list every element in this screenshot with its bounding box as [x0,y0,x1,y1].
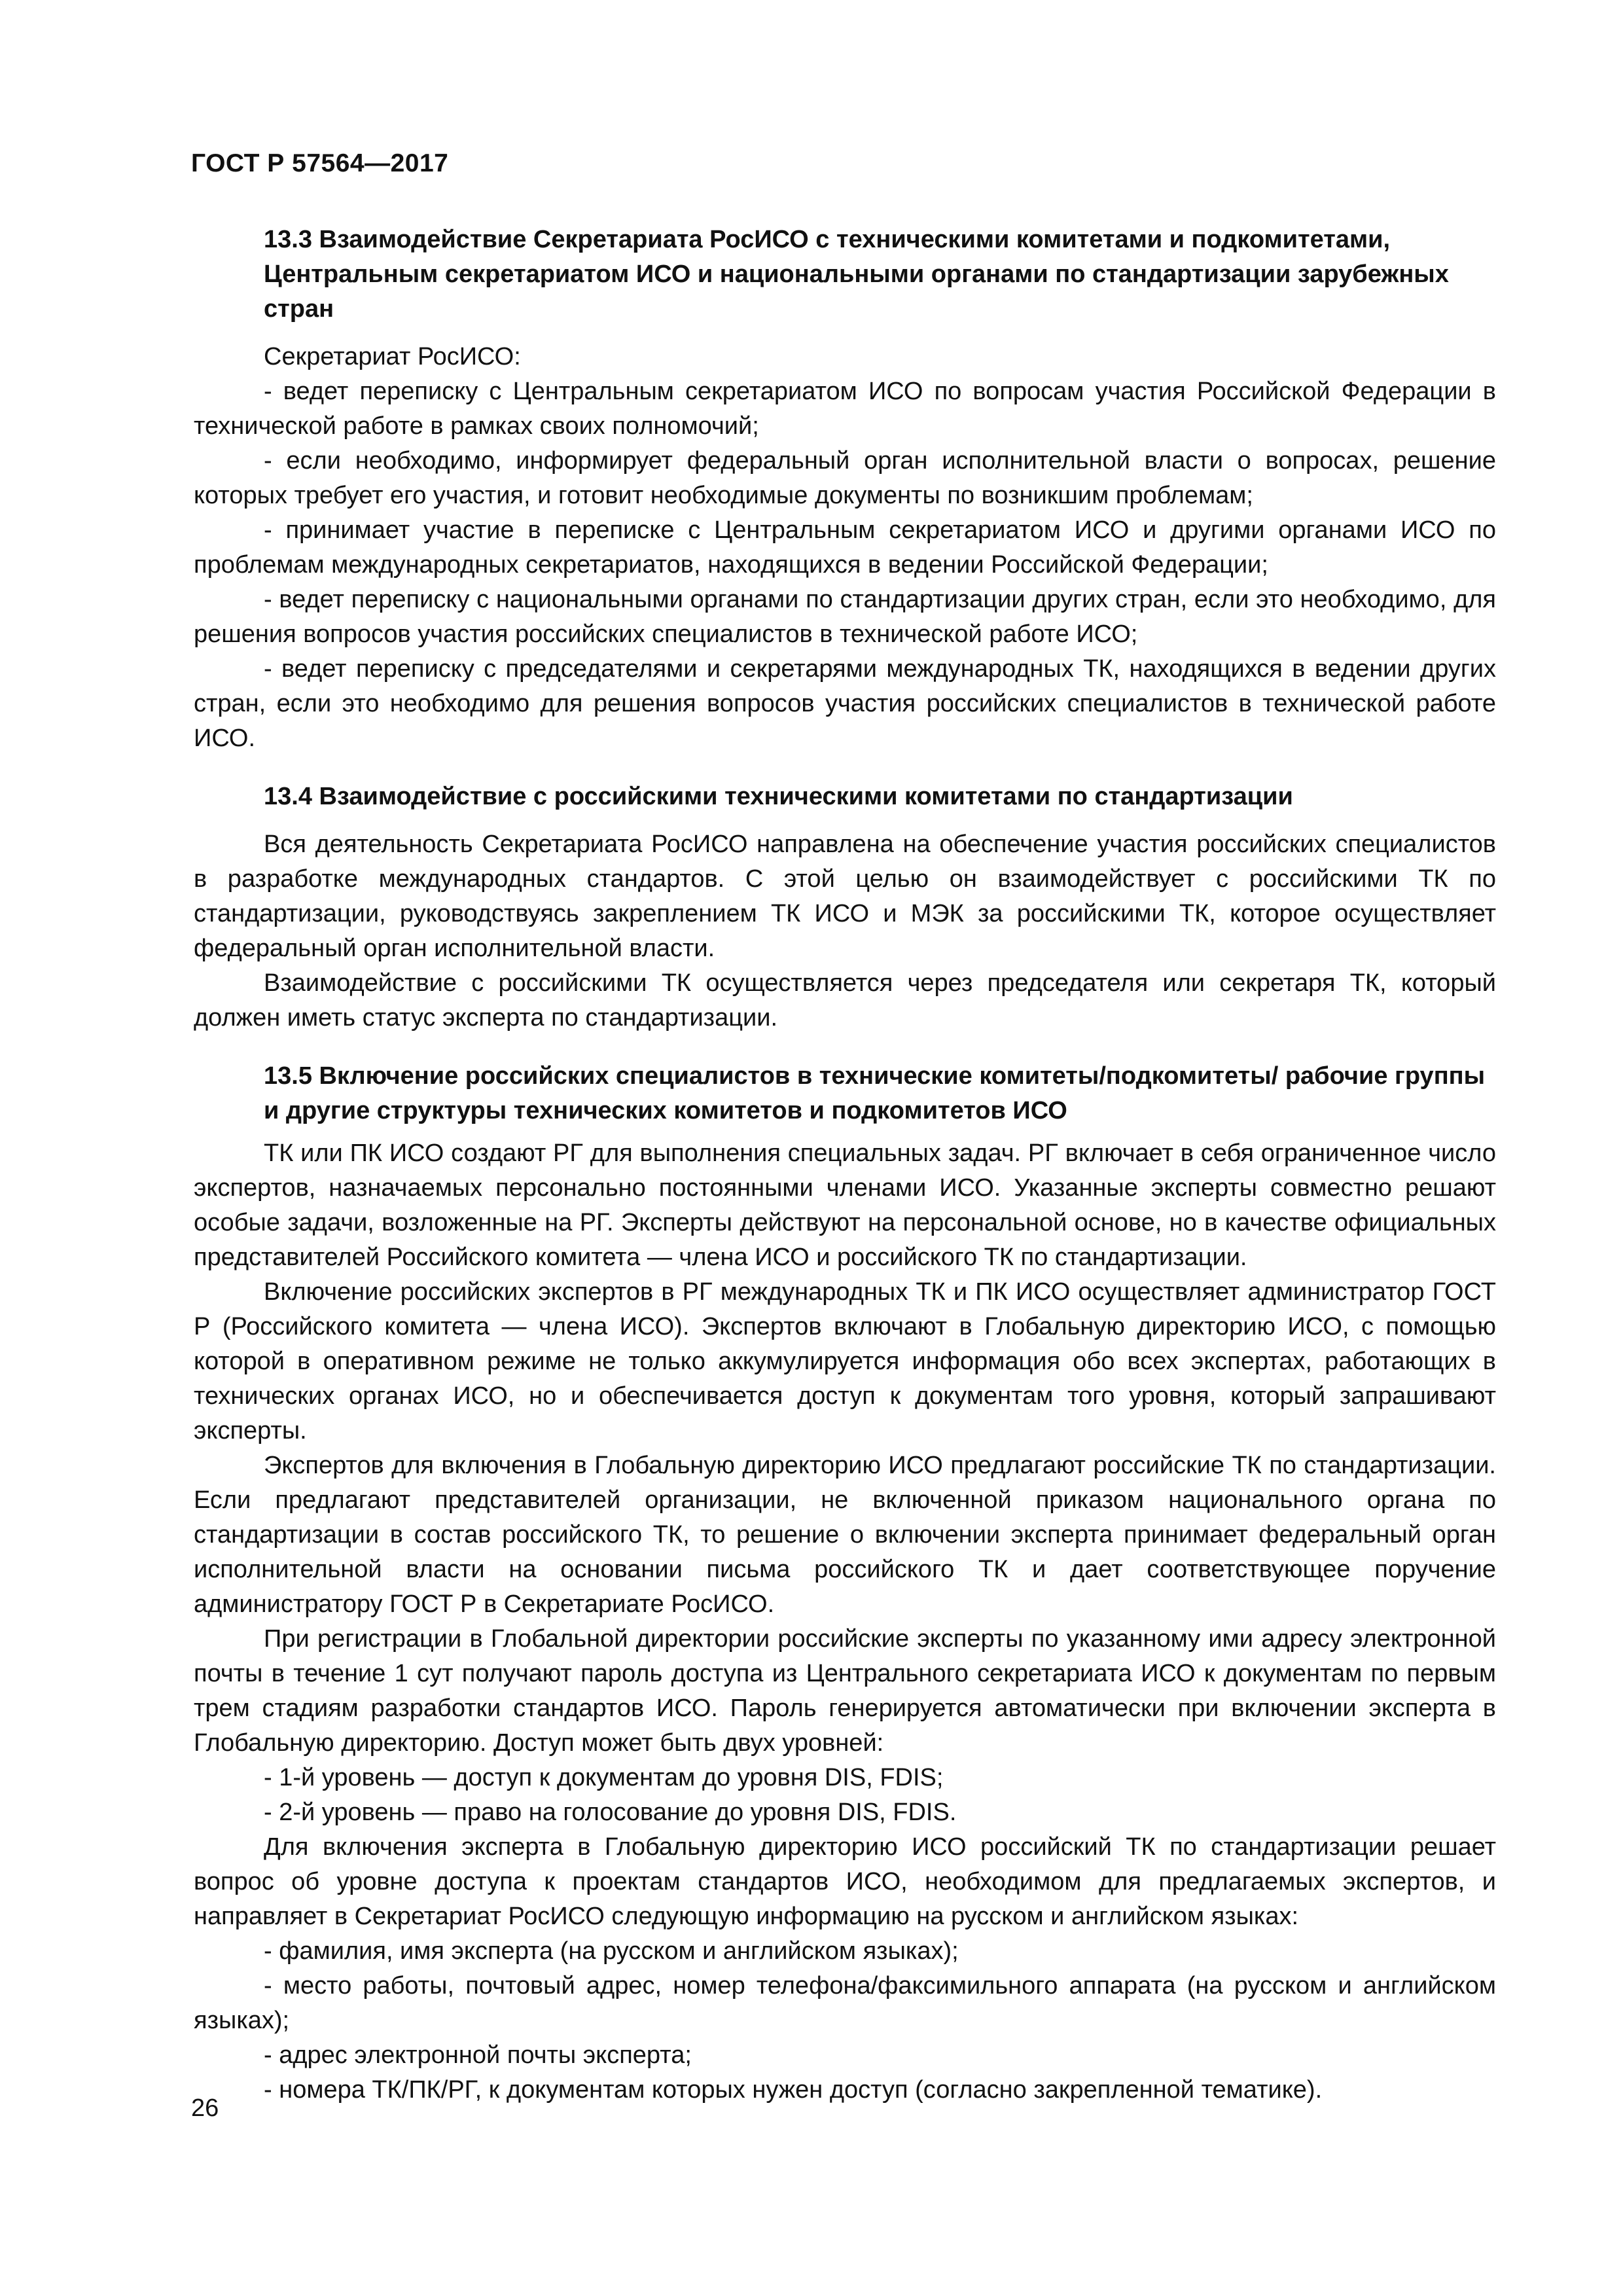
paragraph: Для включения эксперта в Глобальную директорию ИСО российский ТК по стандартизации решает вопрос об уровне доступа к проектам стандартов ИСО, необходимом для предлагаемых экспертов, и направляет в Секретариат РосИСО следующую информацию на русском и английском языках: [194,1833,1496,1930]
paragraph: Вся деятельность Секретариата РосИСО направлена на обеспечение участия российских специалистов в разработке международных стандартов. С этой целью он взаимодействует с российскими ТК по стандартизации, руководствуясь закреплением ТК ИСО и МЭК за российскими ТК, которое осуществляет федеральный орган исполнительной власти. [194,831,1496,962]
paragraph: Секретариат РосИСО: [264,343,521,370]
list-item: - если необходимо, информирует федеральный орган исполнительной власти о вопросах, решение которых требует его участия, и готовит необходимые документы по возникшим проблемам; [194,447,1496,509]
section-13-3 [194,223,1496,756]
document-code: ГОСТ Р 57564—2017 [191,149,449,177]
section-heading: 13.3 Взаимодействие Секретариата РосИСО с техническими комитетами и подкомитетами, Центральным секретариатом ИСО и национальными органами по стандартизации зарубежных стран [264,226,1449,323]
page-number: 26 [191,2094,219,2122]
paragraph: При регистрации в Глобальной директории российские эксперты по указанному ими адресу электронной почты в течение 1 сут получают пароль доступа из Центрального секретариата ИСО к документам по первым трем стадиям разработки стандартов ИСО. Пароль генерируется автоматически при включении эксперта в Глобальную директорию. Доступ может быть двух уровней: [194,1625,1496,1757]
list-item: - ведет переписку с председателями и секретарями международных ТК, находящихся в ведении других стран, если это необходимо для решения вопросов участия российских специалистов в технической работе ИСО. [194,655,1496,752]
list-item: - адрес электронной почты эксперта; [264,2041,692,2069]
list-item: - принимает участие в переписке с Центральным секретариатом ИСО и другими органами ИСО по проблемам международных секретариатов, находящихся в ведении Российской Федерации; [194,516,1496,579]
list-item: - ведет переписку с Центральным секретариатом ИСО по вопросам участия Российской Федерации в технической работе в рамках своих полномочий; [194,378,1496,440]
list-item: - место работы, почтовый адрес, номер телефона/факсимильного аппарата (на русском и английском языках); [194,1972,1496,2034]
list-item: - ведет переписку с национальными органами по стандартизации других стран, если это необходимо, для решения вопросов участия российских специалистов в технической работе ИСО; [194,586,1496,648]
section-heading: 13.5 Включение российских специалистов в технические комитеты/подкомитеты/ рабочие группы и другие структуры технических комитетов и подкомитетов ИСО [264,1062,1486,1124]
section-heading: 13.4 Взаимодействие с российскими техническими комитетами по стандартизации [264,783,1293,810]
list-item: - 1-й уровень — доступ к документам до уровня DIS, FDIS; [264,1764,944,1791]
paragraph: Взаимодействие с российскими ТК осуществляется через председателя или секретаря ТК, который должен иметь статус эксперта по стандартизации. [194,969,1496,1031]
list-item: - фамилия, имя эксперта (на русском и английском языках); [264,1937,959,1965]
paragraph: ТК или ПК ИСО создают РГ для выполнения специальных задач. РГ включает в себя ограниченное число экспертов, назначаемых персонально постоянными членами ИСО. Указанные эксперты совместно решают особые задачи, возложенные на РГ. Эксперты действуют на персональной основе, но в качестве официальных представителей Российского комитета — члена ИСО и российского ТК по стандартизации. [194,1139,1496,1271]
list-item: - номера ТК/ПК/РГ, к документам которых нужен доступ (согласно закрепленной тематике). [264,2076,1323,2104]
section-13-5 [194,1059,1496,2108]
page-content [194,223,1496,2108]
paragraph: Экспертов для включения в Глобальную директорию ИСО предлагают российские ТК по стандартизации. Если предлагают представителей организации, не включенной приказом национального органа по стандартизации в состав российского ТК, то решение о включении эксперта принимает федеральный орган исполнительной власти на основании письма российского ТК и дает соответствующее поручение администратору ГОСТ Р в Секретариате РосИСО. [194,1452,1496,1618]
list-item: - 2-й уровень — право на голосование до уровня DIS, FDIS. [264,1799,957,1826]
section-13-4 [194,780,1496,1035]
paragraph: Включение российских экспертов в РГ международных ТК и ПК ИСО осуществляет администратор ГОСТ Р (Российского комитета — члена ИСО). Экспертов включают в Глобальную директорию ИСО, с помощью которой в оперативном режиме не только аккумулируется информация обо всех экспертах, работающих в технических органах ИСО, но и обеспечивается доступ к документам того уровня, который запрашивают эксперты. [194,1278,1496,1444]
